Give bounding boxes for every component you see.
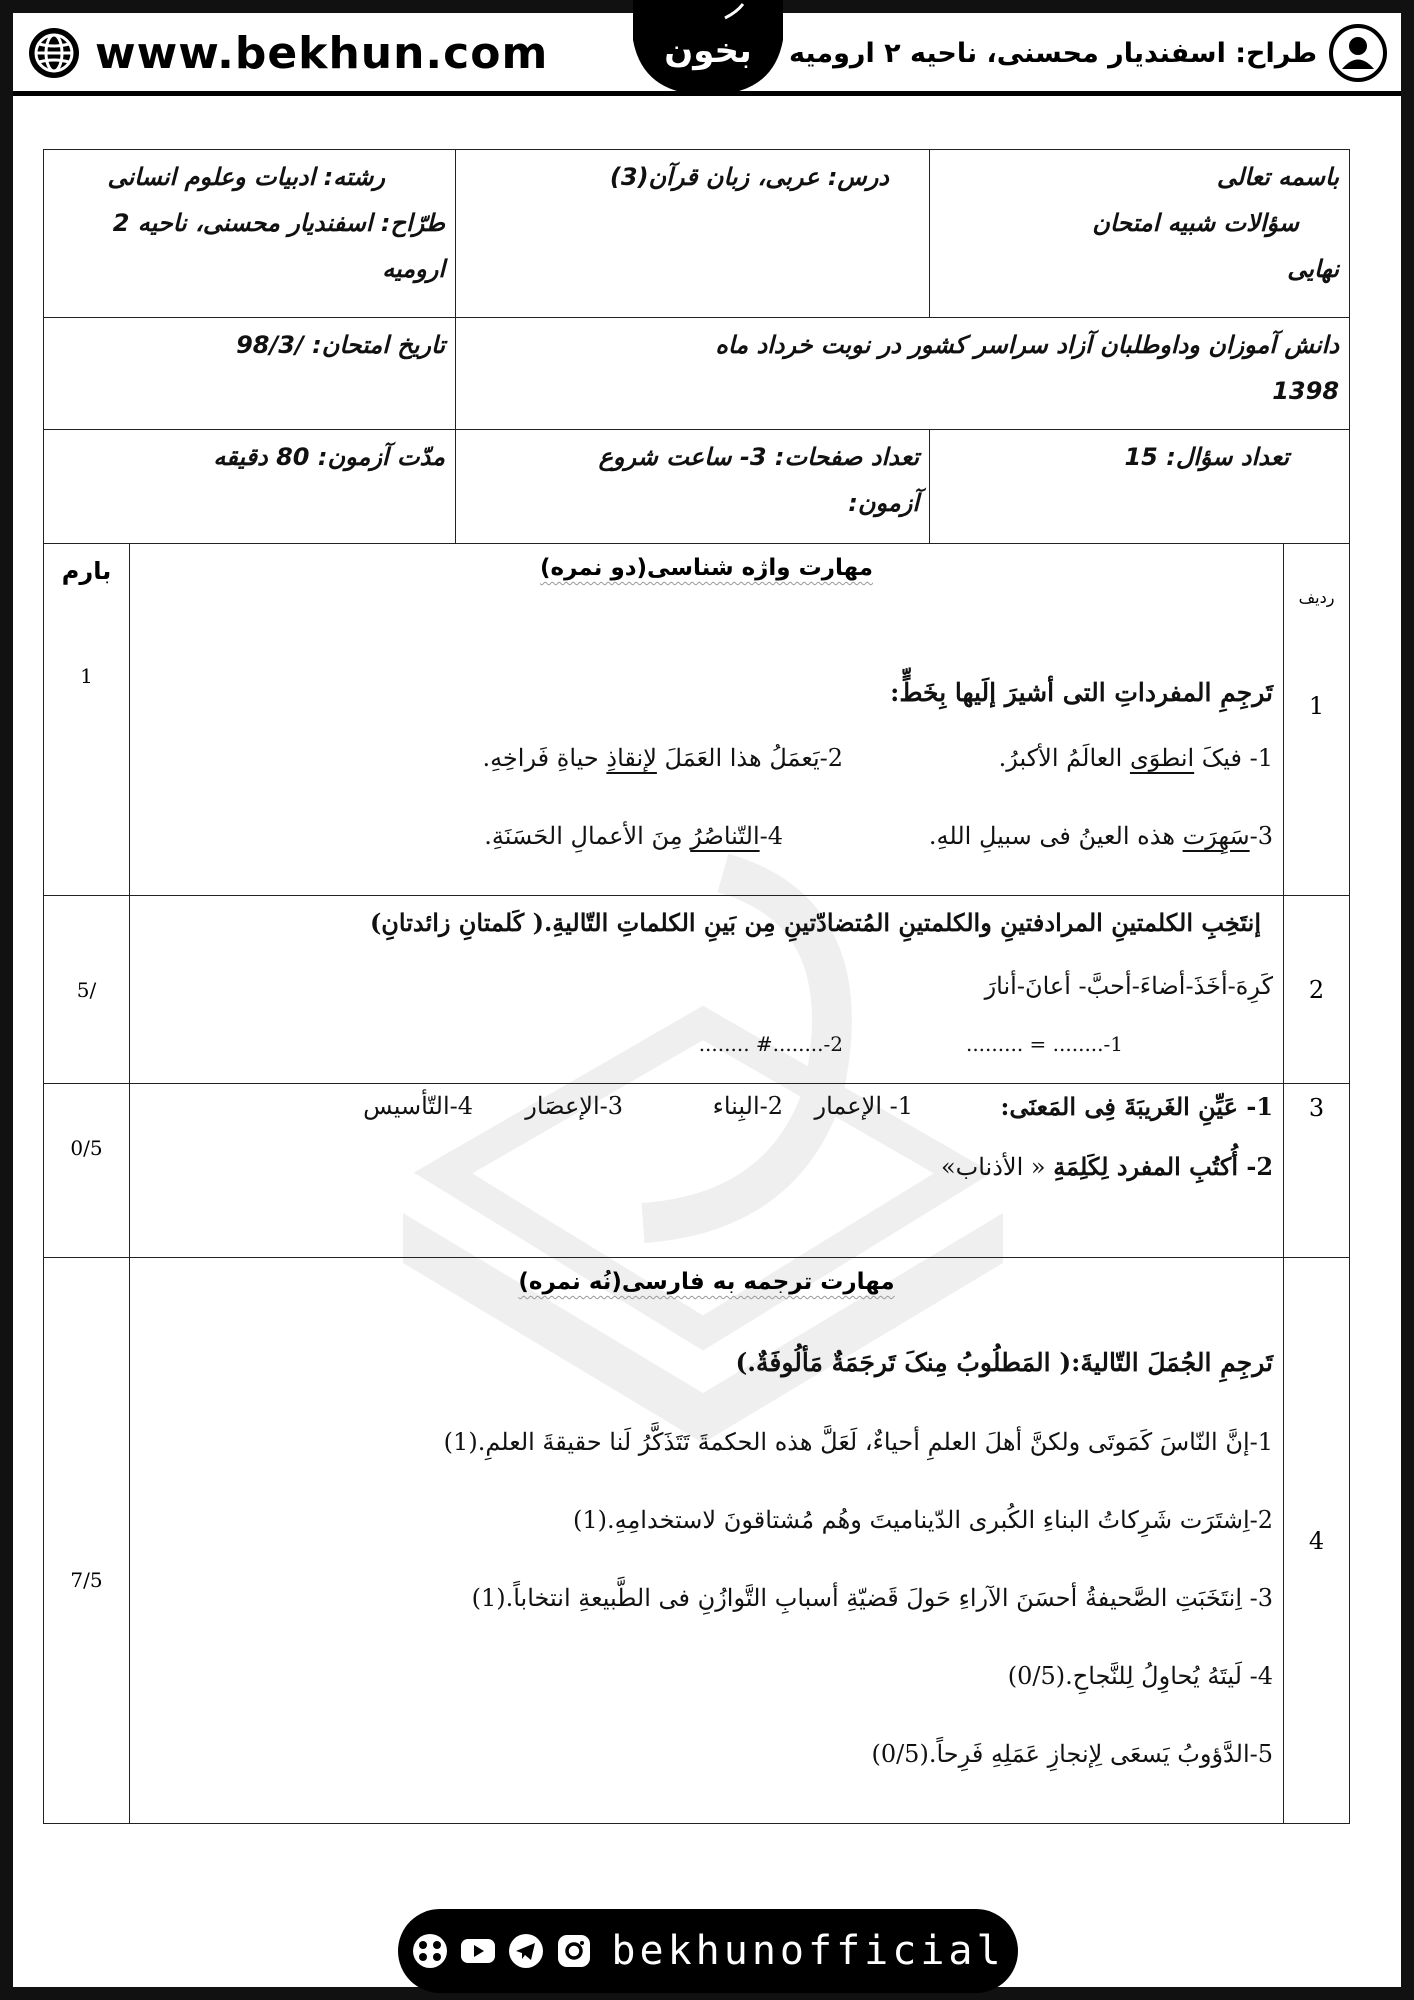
q1-sentence-3: 3-سَهِرَت هذه العینُ فی سبیلِ اللهِ. <box>928 822 1274 850</box>
q2-instruction: إنتَخِبِ الکلمتینِ المرادفتینِ والکلمتینِ المُتضادّتینِ مِن بَینِ الکلماتِ التّالیةِ.( کَلمتانِ زائدتانِ) <box>369 908 1262 937</box>
question-body <box>130 1258 1284 1824</box>
duration: مدّت آزمون: 80 دقیقه <box>213 443 445 471</box>
question-number: 2 <box>1284 896 1350 1084</box>
designer-line2: ارومیه <box>382 255 445 283</box>
pages-cell <box>456 430 930 544</box>
q1-sentence-4: 4-التّناصُرُ مِنَ الأعمالِ الحَسَنَةِ. <box>484 822 784 850</box>
designer-text: طراح: اسفندیار محسنی، ناحیه ۲ ارومیه <box>789 37 1317 69</box>
q2-blank-1: 1-........ = ......... <box>965 1032 1124 1056</box>
top-header <box>13 13 1401 96</box>
lesson-cell <box>456 150 930 318</box>
youtube-icon[interactable] <box>459 1932 497 1970</box>
title-cell <box>930 150 1350 318</box>
question-score: 1 <box>80 664 93 688</box>
question-number: 4 <box>1284 1258 1350 1824</box>
question-count-cell <box>930 430 1350 544</box>
lesson-text: درس: عربی، زبان قرآن(3) <box>609 163 889 191</box>
q4-sentence-4: 4- لَیتَهُ یُحاوِلُ لِلنَّجاحِ.(0/5) <box>1007 1662 1274 1690</box>
title-line1: سؤالات شبیه امتحان <box>1092 209 1300 237</box>
q3-option-3: 3-الإعصَار <box>525 1092 624 1120</box>
question-body <box>130 1084 1284 1258</box>
q3-part2: 2- أُکتُبِ المفرد لِکَلِمَةِ « الأذناب» <box>940 1152 1274 1181</box>
logo-text: بخون <box>664 31 752 71</box>
designer-line1: طرّاح: اسفندیار محسنی، ناحیه 2 <box>112 209 445 237</box>
question-score: /5 <box>44 896 130 1084</box>
designer-credit <box>789 23 1387 83</box>
basmeh-text: باسمه تعالی <box>1216 163 1340 191</box>
exam-page <box>13 13 1401 1987</box>
globe-icon <box>27 26 81 80</box>
section-title-vocab: مهارت واژه شناسی(دو نمره) <box>539 555 874 581</box>
aparat-icon[interactable] <box>411 1932 449 1970</box>
website-link[interactable] <box>27 25 548 81</box>
question-row-2 <box>44 896 1350 1084</box>
q4-sentence-3: 3- اِنتَخَبَتِ الصَّحیفةُ أحسَنَ الآراءِ حَولَ قَضیّةِ أسبابِ التَّوازُنِ فی الطَّبیعةِ انتخاباً.(1) <box>471 1584 1274 1612</box>
audience-line1: دانش آموزان وداوطلبان آزاد سراسر کشور در نوبت خرداد ماه <box>715 331 1340 359</box>
question-body <box>130 896 1284 1084</box>
q2-blank-2: 2-........# ........ <box>698 1032 844 1056</box>
website-text: www.bekhun.com <box>95 27 549 79</box>
question-score: 7/5 <box>44 1258 130 1824</box>
field-cell <box>44 150 456 318</box>
duration-cell <box>44 430 456 544</box>
info-row-2 <box>44 318 1350 430</box>
q1-sentence-1: 1- فیکَ انطوَی العالَمُ الأکبرُ. <box>998 744 1274 772</box>
q4-instruction: تَرجِمِ الجُمَلَ التّالیةَ:( المَطلُوبُ مِنکَ تَرجَمَةٌ مَألُوفَةٌ.) <box>735 1348 1274 1377</box>
info-row-1 <box>44 150 1350 318</box>
instagram-icon[interactable] <box>555 1932 593 1970</box>
score-cell <box>44 544 130 896</box>
audience-line2: 1398 <box>1272 377 1340 405</box>
question-row-4 <box>44 1258 1350 1824</box>
radif-label: ردیف <box>1298 588 1335 607</box>
q3-option-4: 4-التّأسیس <box>363 1092 474 1120</box>
q4-sentence-2: 2-اِشتَرَت شَرِکاتُ البناءِ الکُبری الدّینامیتَ وهُم مُشتاقونَ لاستخدامِهِ.(1) <box>572 1506 1274 1534</box>
q3-option-2: 2-البِناء <box>712 1092 784 1120</box>
question-number: 1 <box>1308 692 1325 720</box>
title-line2: نهایی <box>1287 255 1340 283</box>
section-title-translation: مهارت ترجمه به فارسی(نُه نمره) <box>518 1269 895 1295</box>
q1-instruction: تَرجِمِ المفرداتِ التی أشیرَ إلَیها بِخَطٍّ: <box>890 678 1274 707</box>
social-handle: bekhunofficial <box>611 1928 1005 1974</box>
field-text: رشته: ادبیات وعلوم انسانی <box>107 163 385 191</box>
q4-sentence-5: 5-الدَّؤوبُ یَسعَی لِإنجازِ عَمَلِهِ فَرِحاً.(0/5) <box>871 1740 1274 1768</box>
exam-table <box>43 149 1350 1824</box>
baram-label: بارم <box>61 557 112 585</box>
pages-line2: آزمون: <box>848 489 919 517</box>
bekhun-logo <box>633 0 783 100</box>
question-score: 0/5 <box>44 1084 130 1258</box>
question-count: تعداد سؤال: 15 <box>1124 443 1290 471</box>
question-number: 3 <box>1284 1084 1350 1258</box>
row-number-cell <box>1284 544 1350 896</box>
question-row-1 <box>44 544 1350 896</box>
q3-option-1: 1- الإعمار <box>814 1092 914 1120</box>
exam-date: تاریخ امتحان: /98/3 <box>236 331 445 359</box>
question-row-3 <box>44 1084 1350 1258</box>
audience-cell <box>456 318 1350 430</box>
q4-sentence-1: 1-إنَّ النّاسَ کَمَوتَی ولکنَّ أهلَ العلمِ أحیاءٌ، لَعَلَّ هذه الحکمةَ تَتَذَکَّرُ لَنا حقیقةَ العلمِ.(1) <box>443 1428 1274 1456</box>
pages-line1: تعداد صفحات: 3- ساعت شروع <box>598 443 919 471</box>
user-icon <box>1329 24 1387 82</box>
question-body <box>130 544 1284 896</box>
q3-part1: 1- عَیِّنِ الغَریبَةَ فِی المَعنَی: <box>1000 1092 1274 1121</box>
q1-sentence-2: 2-یَعمَلُ هذا العَمَلَ لإنقاذِ حیاةِ فَراخِهِ. <box>482 744 844 772</box>
telegram-icon[interactable] <box>507 1932 545 1970</box>
info-row-3 <box>44 430 1350 544</box>
date-cell <box>44 318 456 430</box>
q2-words: کَرِهَ-أخَذَ-أضاءَ-أحبَّ- أعانَ-أنارَ <box>984 972 1274 1000</box>
social-footer[interactable] <box>398 1909 1018 1993</box>
